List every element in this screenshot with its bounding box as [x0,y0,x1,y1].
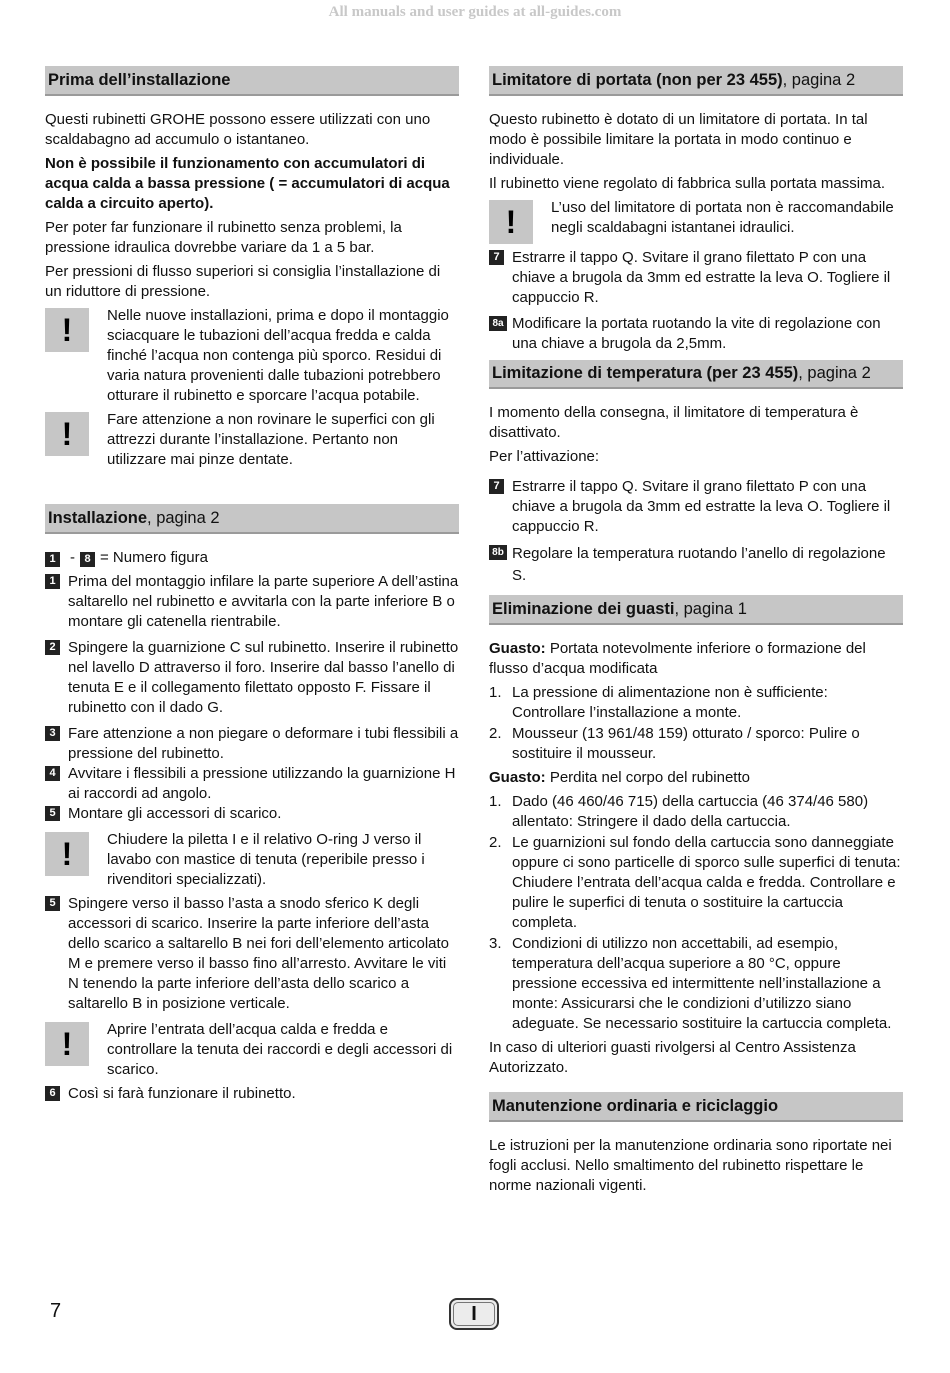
warning-text: Nelle nuove installazioni, prima e dopo il montaggio sciacquare le tubazioni dell’acqua fredda e calda finché l’acqua non contenga più sporco. Residui di varia natura provenienti dalle tubazioni potrebbero otturare il rubinetto e sporcare l’acqua potabile. [107,307,449,404]
figure-number-badge: 8 [80,552,95,567]
list-number: 3. [489,935,502,952]
list-text: Dado (46 460/46 715) della cartuccia (46 374/46 580) allentato: Stringere il dado della cartuccia. [512,793,869,830]
paragraph: I momento della consegna, il limitatore di temperatura è disattivato. [489,404,859,441]
list-number: 2. [489,834,502,851]
step-text: Estrarre il tappo Q. Svitare il grano filettato P con una chiave a brugola da 3mm ed estratte la leva O. Togliere il cappuccio R. [512,249,891,306]
section-header-temperatura: Limitazione di temperatura (per 23 455), pagina 2 [489,360,903,389]
list-text: Le guarnizioni sul fondo della cartuccia sono danneggiate oppure ci sono particelle di sporco sulle superfici di tenuta: Chiudere l’entrata dell’acqua calda e fredda. Controllare e pulire le superfici di tenuta o sostituire la cartuccia completa. [512,834,901,931]
paragraph: Per poter far funzionare il rubinetto senza problemi, la pressione idraulica dovrebbe variare da 1 a 5 bar. [45,219,402,256]
language-badge: I [449,1298,499,1330]
section-header-limitatore: Limitatore di portata (non per 23 455), pagina 2 [489,66,903,96]
fault-list [489,792,903,1034]
step-item [45,804,459,824]
step-item [489,248,903,308]
legend-text: = Numero figura [100,549,208,566]
step-item [45,894,459,1014]
figure-number-badge: 1 [45,574,60,589]
paragraph-bold: Non è possibile il funzionamento con accumulatori di acqua calda a bassa pressione ( = accumulatori di acqua calda a circuito aperto). [45,155,450,212]
list-number: 2. [489,725,502,742]
step-item [45,724,459,764]
step-text: Avvitare i flessibili a pressione utilizzando la guarnizione H ai raccordi ad angolo. [68,765,456,802]
figure-number-badge: 5 [45,806,60,821]
list-text: La pressione di alimentazione non è sufficiente: Controllare l’installazione a monte. [512,684,828,721]
step-text: Montare gli accessori di scarico. [68,805,282,822]
list-number: 1. [489,684,502,701]
step-text: Fare attenzione a non piegare o deformare i tubi flessibili a pressione del rubinetto. [68,725,459,762]
paragraph: Questi rubinetti GROHE possono essere utilizzati con uno scaldabagno ad accumulo o istantaneo. [45,111,431,148]
warning-text: L’uso del limitatore di portata non è raccomandabile negli scaldabagni istantanei idraulici. [551,199,894,236]
step-item [45,638,459,718]
section-header-guasti: Eliminazione dei guasti, pagina 1 [489,595,903,625]
step-item [45,764,459,804]
right-column [489,66,903,1200]
step-text: Estrarre il tappo Q. Svitare il grano filettato P con una chiave a brugola da 3mm ed estratte la leva O. Togliere il cappuccio R. [512,478,891,535]
watermark: All manuals and user guides at all-guides.com [328,4,622,20]
figure-number-badge: 6 [45,1086,60,1101]
warning-icon: ! [489,200,533,244]
figure-legend: 1 - 8 = Numero figura [45,548,459,568]
figure-number-badge: 7 [489,250,504,265]
figure-number-badge: 8a [489,316,507,331]
left-column [45,66,459,1110]
figure-number-badge: 3 [45,726,60,741]
warning-note [45,830,459,890]
warning-text: Aprire l’entrata dell’acqua calda e fredda e controllare la tenuta dei raccordi e degli accessori di scarico. [107,1021,453,1078]
step-item [45,1084,459,1104]
step-item [489,543,903,587]
section-header-prima: Prima dell’installazione [45,66,459,96]
list-item [489,934,903,1034]
step-text: Così si farà funzionare il rubinetto. [68,1085,296,1102]
figure-number-badge: 1 [45,552,60,567]
list-number: 1. [489,793,502,810]
warning-note [45,410,459,470]
step-text: Prima del montaggio infilare la parte superiore A dell’astina saltarello nel rubinetto e avvitarla con la parte inferiore B o montare gli catenella rientrabile. [68,573,459,630]
warning-note [45,1020,459,1080]
figure-number-badge: 4 [45,766,60,781]
step-text: Spingere verso il basso l’asta a snodo sferico K degli accessori di scarico. Inserire la parte inferiore dell’asta dello scarico a saltarello B nei fori dell’elemento articolato M e premere verso il basso fino all’arresto. Avvitare le viti N tenendo la parte inferiore dell’asta dello scarico a saltarello B in posizione verticale. [68,895,450,1012]
step-text: Regolare la temperatura ruotando l’anello di regolazione S. [512,545,886,584]
list-item [489,724,903,764]
list-text: Mousseur (13 961/48 159) otturato / sporco: Pulire o sostituire il mousseur. [512,725,860,762]
step-item [489,314,903,354]
step-item [45,572,459,632]
paragraph: Questo rubinetto è dotato di un limitatore di portata. In tal modo è possibile limitare la portata in modo continuo e individuale. [489,111,868,168]
warning-icon: ! [45,832,89,876]
list-item [489,792,903,832]
warning-text: Chiudere la piletta I e il relativo O-ring J verso il lavabo con mastice di tenuta (reperibile presso i rivenditori specializzati). [107,831,425,888]
warning-icon: ! [45,412,89,456]
figure-number-badge: 5 [45,896,60,911]
step-text: Spingere la guarnizione C sul rubinetto. Inserire il rubinetto nel lavello D attraverso il foro. Inserire dal basso l’anello di tenuta E e il collegamento filettato opposto F. Fissare il rubinetto con il dado G. [68,639,459,716]
paragraph: In caso di ulteriori guasti rivolgersi al Centro Assistenza Autorizzato. [489,1039,856,1076]
figure-number-badge: 7 [489,479,504,494]
warning-note [489,198,903,244]
paragraph: Per pressioni di flusso superiori si consiglia l’installazione di un riduttore di pressione. [45,263,441,300]
paragraph: Il rubinetto viene regolato di fabbrica sulla portata massima. [489,175,886,192]
fault-description: Guasto: Perdita nel corpo del rubinetto [489,769,750,786]
step-item [489,477,903,537]
fault-list [489,683,903,764]
warning-note [45,306,459,406]
paragraph: Per l’attivazione: [489,448,600,465]
list-item [489,833,903,933]
figure-number-badge: 8b [489,545,507,560]
list-item [489,683,903,723]
page-number: 7 [50,1300,62,1322]
list-text: Condizioni di utilizzo non accettabili, ad esempio, temperatura dell’acqua superiore a 80 °C, oppure pressione eccessiva ed intermittente nell’installazione a monte: Assicurarsi che le condizioni d’utilizzo siano adeguate. Se necessario sostituire la cartuccia completa. [512,935,892,1032]
fault-description: Guasto: Portata notevolmente inferiore o formazione del flusso d’acqua modificata [489,640,866,677]
warning-text: Fare attenzione a non rovinare le superfici con gli attrezzi durante l’installazione. Pertanto non utilizzare mai pinze dentate. [107,411,435,468]
section-header-installazione: Installazione, pagina 2 [45,504,459,534]
warning-icon: ! [45,1022,89,1066]
step-text: Modificare la portata ruotando la vite di regolazione con una chiave a brugola da 2,5mm. [512,315,881,352]
figure-number-badge: 2 [45,640,60,655]
section-header-manutenzione: Manutenzione ordinaria e riciclaggio [489,1092,903,1122]
warning-icon: ! [45,308,89,352]
paragraph: Le istruzioni per la manutenzione ordinaria sono riportate nei fogli acclusi. Nello smaltimento del rubinetto rispettare le norme nazionali vigenti. [489,1137,892,1194]
